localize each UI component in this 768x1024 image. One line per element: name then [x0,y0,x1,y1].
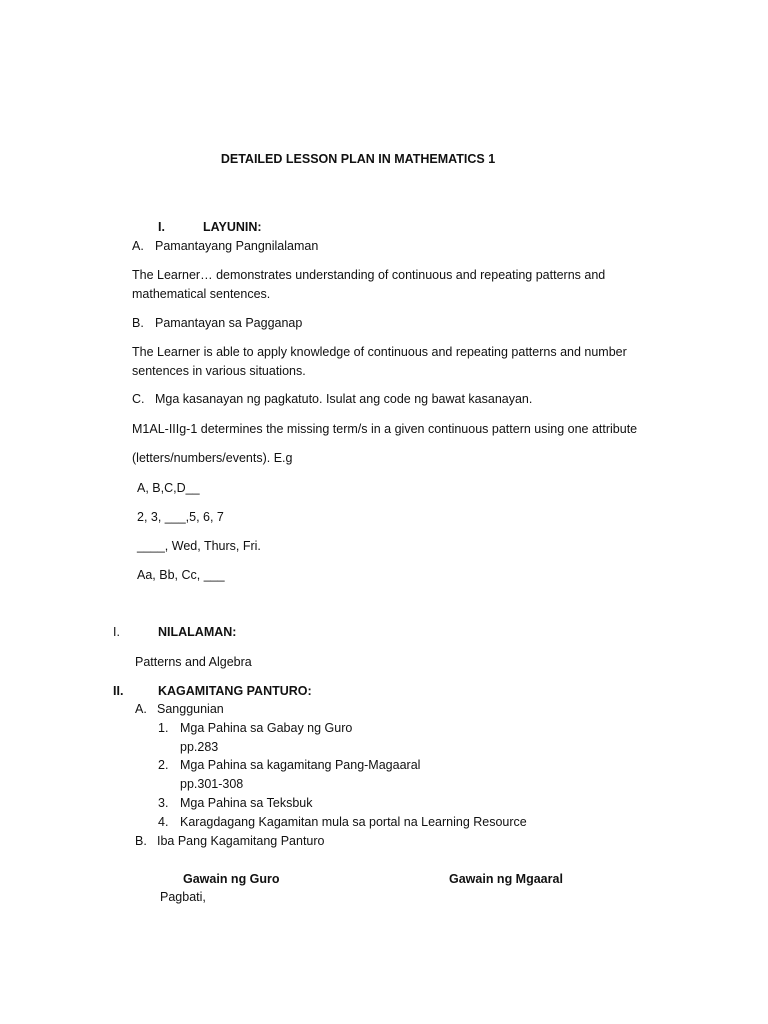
page-title: DETAILED LESSON PLAN IN MATHEMATICS 1 [220,152,496,166]
section-heading-layunin: LAYUNIN: [203,220,262,234]
list-item-number: 4. [158,815,169,829]
subsection-label: Mga kasanayan ng pagkatuto. Isulat ang code ng bawat kasanayan. [155,392,533,406]
example-pattern: ____, Wed, Thurs, Fri. [137,539,261,553]
content-text: Patterns and Algebra [135,655,252,669]
section-numeral: I. [113,625,120,639]
paragraph-line: The Learner is able to apply knowledge of continuous and repeating patterns and number [132,345,627,359]
column-header-teacher: Gawain ng Guro [183,872,280,886]
subsection-letter: A. [135,702,147,716]
example-pattern: 2, 3, ___,5, 6, 7 [137,510,224,524]
competency-code-line: M1AL-IIIg-1 determines the missing term/s in a given continuous pattern using one attribute [132,422,638,436]
list-item: Mga Pahina sa Teksbuk [180,796,313,810]
subsection-label: Sanggunian [157,702,224,716]
competency-code-line: (letters/numbers/events). E.g [132,451,293,465]
paragraph-line: sentences in various situations. [132,364,306,378]
list-item-number: 3. [158,796,169,810]
section-heading-kagamitang-panturo: KAGAMITANG PANTURO: [158,684,312,698]
subsection-label: Pamantayan sa Pagganap [155,316,303,330]
subsection-letter: A. [132,239,144,253]
paragraph-line: mathematical sentences. [132,287,271,301]
activity-text: Pagbati, [160,890,206,904]
section-numeral: II. [113,684,124,698]
subsection-label: Pamantayang Pangnilalaman [155,239,319,253]
subsection-letter: B. [132,316,144,330]
subsection-letter: C. [132,392,145,406]
list-item-pages: pp.301-308 [180,777,244,791]
list-item: Mga Pahina sa Gabay ng Guro [180,721,353,735]
section-numeral: I. [158,220,165,234]
subsection-label: Iba Pang Kagamitang Panturo [157,834,325,848]
column-header-student: Gawain ng Mgaaral [449,872,563,886]
subsection-letter: B. [135,834,147,848]
list-item-pages: pp.283 [180,740,219,754]
section-heading-nilalaman: NILALAMAN: [158,625,237,639]
list-item-number: 1. [158,721,169,735]
example-pattern: A, B,C,D__ [137,481,200,495]
list-item-number: 2. [158,758,169,772]
paragraph-line: The Learner… demonstrates understanding of continuous and repeating patterns and [132,268,606,282]
list-item: Mga Pahina sa kagamitang Pang-Magaaral [180,758,421,772]
example-pattern: Aa, Bb, Cc, ___ [137,568,225,582]
list-item: Karagdagang Kagamitan mula sa portal na Learning Resource [180,815,527,829]
